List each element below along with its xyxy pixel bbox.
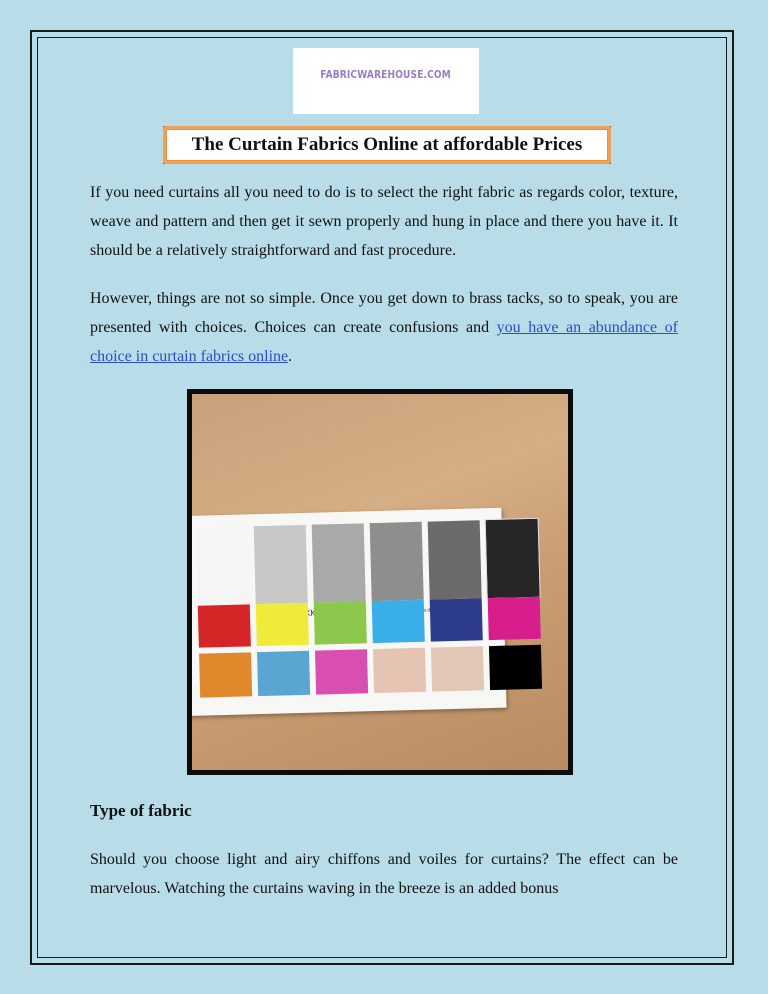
color-swatch [370,522,424,601]
paragraph-choices-text: However, things are not so simple. Once you get down to brass tacks, so to speak, you are presented with choices. Choices can create confusions and [90,290,678,336]
logo[interactable] [293,48,479,114]
color-swatch [372,600,425,643]
page-title: The Curtain Fabrics Online at affordable Prices [191,134,583,155]
swatch-card [192,508,507,717]
color-swatch [196,526,250,605]
paragraph-choices-end: . [288,348,293,365]
paragraph-fabric-type: Should you choose light and airy chiffons and voiles for curtains? The effect can be marvelous. Watching the curtains waving in the breeze is an added bonus [90,851,678,897]
color-swatch [198,604,251,647]
logo-text: FABRICWAREHOUSE.COM [320,67,452,81]
color-swatch [257,651,310,696]
color-swatch [486,519,540,598]
curtain-fabrics-link[interactable]: you have an abundance of choice in curtain fabrics online [90,319,678,365]
paragraph-choices [90,284,678,371]
color-swatch [254,525,308,604]
fabric-photo [187,389,573,775]
section-heading: Type of fabric [90,801,192,820]
color-swatch [431,646,484,691]
color-swatch [256,603,309,646]
title-box [163,126,611,164]
color-swatch [488,597,541,640]
color-swatch [314,601,367,644]
color-swatch [428,520,482,599]
color-swatch [199,652,252,697]
color-swatch [312,523,366,602]
color-swatch [489,645,542,690]
paragraph-intro: If you need curtains all you need to do is to select the right fabric as regards color, texture, weave and pattern and then get it sewn properly and hung in place and there you have it. It should be a relatively straightforward and fast procedure. [90,184,678,259]
fabric-background [192,394,568,770]
color-swatch [430,598,483,641]
color-swatch [373,648,426,693]
color-swatch [315,649,368,694]
